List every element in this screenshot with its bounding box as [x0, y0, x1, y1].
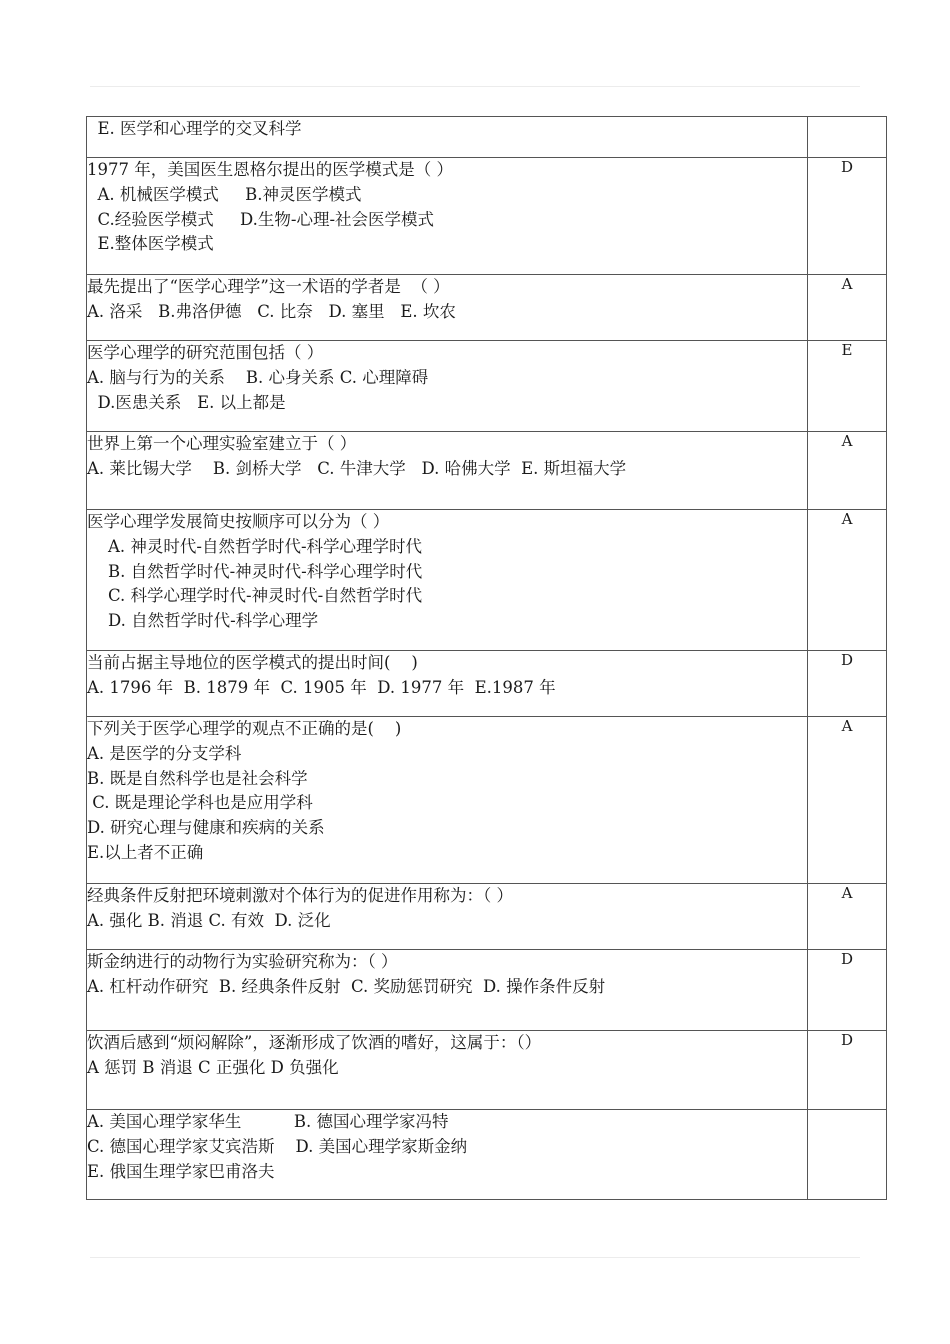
answer-cell: D — [808, 1031, 887, 1110]
question-text: 世界上第一个心理实验室建立于（ ） — [87, 434, 357, 453]
question-cell — [87, 510, 808, 651]
question-line: D. 研究心理与健康和疾病的关系 — [87, 818, 325, 838]
question-cell — [87, 1031, 808, 1110]
question-cell — [87, 275, 808, 341]
question-line: A 惩罚 B 消退 C 正强化 D 负强化 — [87, 1057, 339, 1077]
question-cell — [87, 432, 808, 510]
question-line: A. 神灵时代-自然哲学时代-科学心理学时代 — [87, 536, 423, 556]
question-line: A. 是医学的分支学科 — [87, 743, 242, 763]
question-line: D.医患关系 E. 以上都是 — [87, 392, 286, 412]
question-cell — [87, 341, 808, 432]
question-row — [87, 884, 887, 950]
question-line: A. 脑与行为的关系 B. 心身关系 C. 心理障碍 — [87, 367, 429, 387]
question-text: 当前占据主导地位的医学模式的提出时间( ) — [87, 653, 418, 672]
answer-cell — [808, 1110, 887, 1200]
question-line: E. 俄国生理学家巴甫洛夫 — [87, 1161, 275, 1181]
question-line: C.经验医学模式 D.生物-心理-社会医学模式 — [87, 209, 435, 229]
question-text: 经典条件反射把环境刺激对个体行为的促进作用称为：（ ） — [87, 886, 513, 905]
question-text: 最先提出了“医学心理学”这一术语的学者是 （ ） — [87, 277, 450, 296]
answer-cell: D — [808, 651, 887, 717]
question-line: E.整体医学模式 — [87, 234, 214, 254]
question-cell — [87, 651, 808, 717]
answer-cell: E — [808, 341, 887, 432]
answer-cell: D — [808, 158, 887, 275]
question-text: 医学心理学发展简史按顺序可以分为（ ） — [87, 512, 390, 531]
answer-cell: A — [808, 884, 887, 950]
question-row — [87, 1110, 887, 1200]
question-row — [87, 510, 887, 651]
question-text: 医学心理学的研究范围包括（ ） — [87, 343, 324, 362]
answer-cell: A — [808, 432, 887, 510]
question-line: D. 自然哲学时代-科学心理学 — [87, 611, 319, 631]
header-rule — [90, 86, 860, 87]
answer-cell: A — [808, 717, 887, 884]
question-cell — [87, 950, 808, 1031]
question-row — [87, 432, 887, 510]
question-table — [86, 116, 887, 1200]
question-cell — [87, 884, 808, 950]
question-line: A. 洛采 B.弗洛伊德 C. 比奈 D. 塞里 E. 坎农 — [87, 301, 456, 321]
question-line: C. 科学心理学时代-神灵时代-自然哲学时代 — [87, 586, 423, 606]
question-line: C. 德国心理学家艾宾浩斯 D. 美国心理学家斯金纳 — [87, 1136, 468, 1156]
answer-cell: A — [808, 275, 887, 341]
question-row — [87, 158, 887, 275]
question-row — [87, 717, 887, 884]
question-text: E. 医学和心理学的交叉科学 — [87, 119, 302, 138]
question-text: 1977 年，美国医生恩格尔提出的医学模式是（ ） — [87, 160, 453, 179]
answer-cell: D — [808, 950, 887, 1031]
question-line: C. 既是理论学科也是应用学科 — [87, 793, 313, 813]
question-cell — [87, 717, 808, 884]
footer-rule — [90, 1257, 860, 1258]
question-row — [87, 117, 887, 158]
question-text: 下列关于医学心理学的观点不正确的是( ) — [87, 719, 402, 738]
question-text: 饮酒后感到“烦闷解除”，逐渐形成了饮酒的嗜好，这属于：（） — [87, 1033, 542, 1052]
question-row — [87, 341, 887, 432]
question-row — [87, 950, 887, 1031]
question-line: B. 自然哲学时代-神灵时代-科学心理学时代 — [87, 561, 423, 581]
question-line: A. 莱比锡大学 B. 剑桥大学 C. 牛津大学 D. 哈佛大学 E. 斯坦福大学 — [87, 458, 627, 478]
question-row — [87, 1031, 887, 1110]
question-cell — [87, 1110, 808, 1200]
answer-cell — [808, 117, 887, 158]
question-row — [87, 651, 887, 717]
question-text: A. 美国心理学家华生 B. 德国心理学家冯特 — [87, 1112, 449, 1131]
question-line: A. 强化 B. 消退 C. 有效 D. 泛化 — [87, 910, 331, 930]
question-cell — [87, 158, 808, 275]
answer-cell: A — [808, 510, 887, 651]
question-line: A. 杠杆动作研究 B. 经典条件反射 C. 奖励惩罚研究 D. 操作条件反射 — [87, 976, 606, 996]
question-cell — [87, 117, 808, 158]
question-line: B. 既是自然科学也是社会科学 — [87, 768, 308, 788]
question-row — [87, 275, 887, 341]
question-text: 斯金纳进行的动物行为实验研究称为：（ ） — [87, 952, 398, 971]
question-line: A. 机械医学模式 B.神灵医学模式 — [87, 184, 362, 204]
question-line: E.以上者不正确 — [87, 842, 204, 862]
question-line: A. 1796 年 B. 1879 年 C. 1905 年 D. 1977 年 E.1987 年 — [87, 677, 556, 697]
